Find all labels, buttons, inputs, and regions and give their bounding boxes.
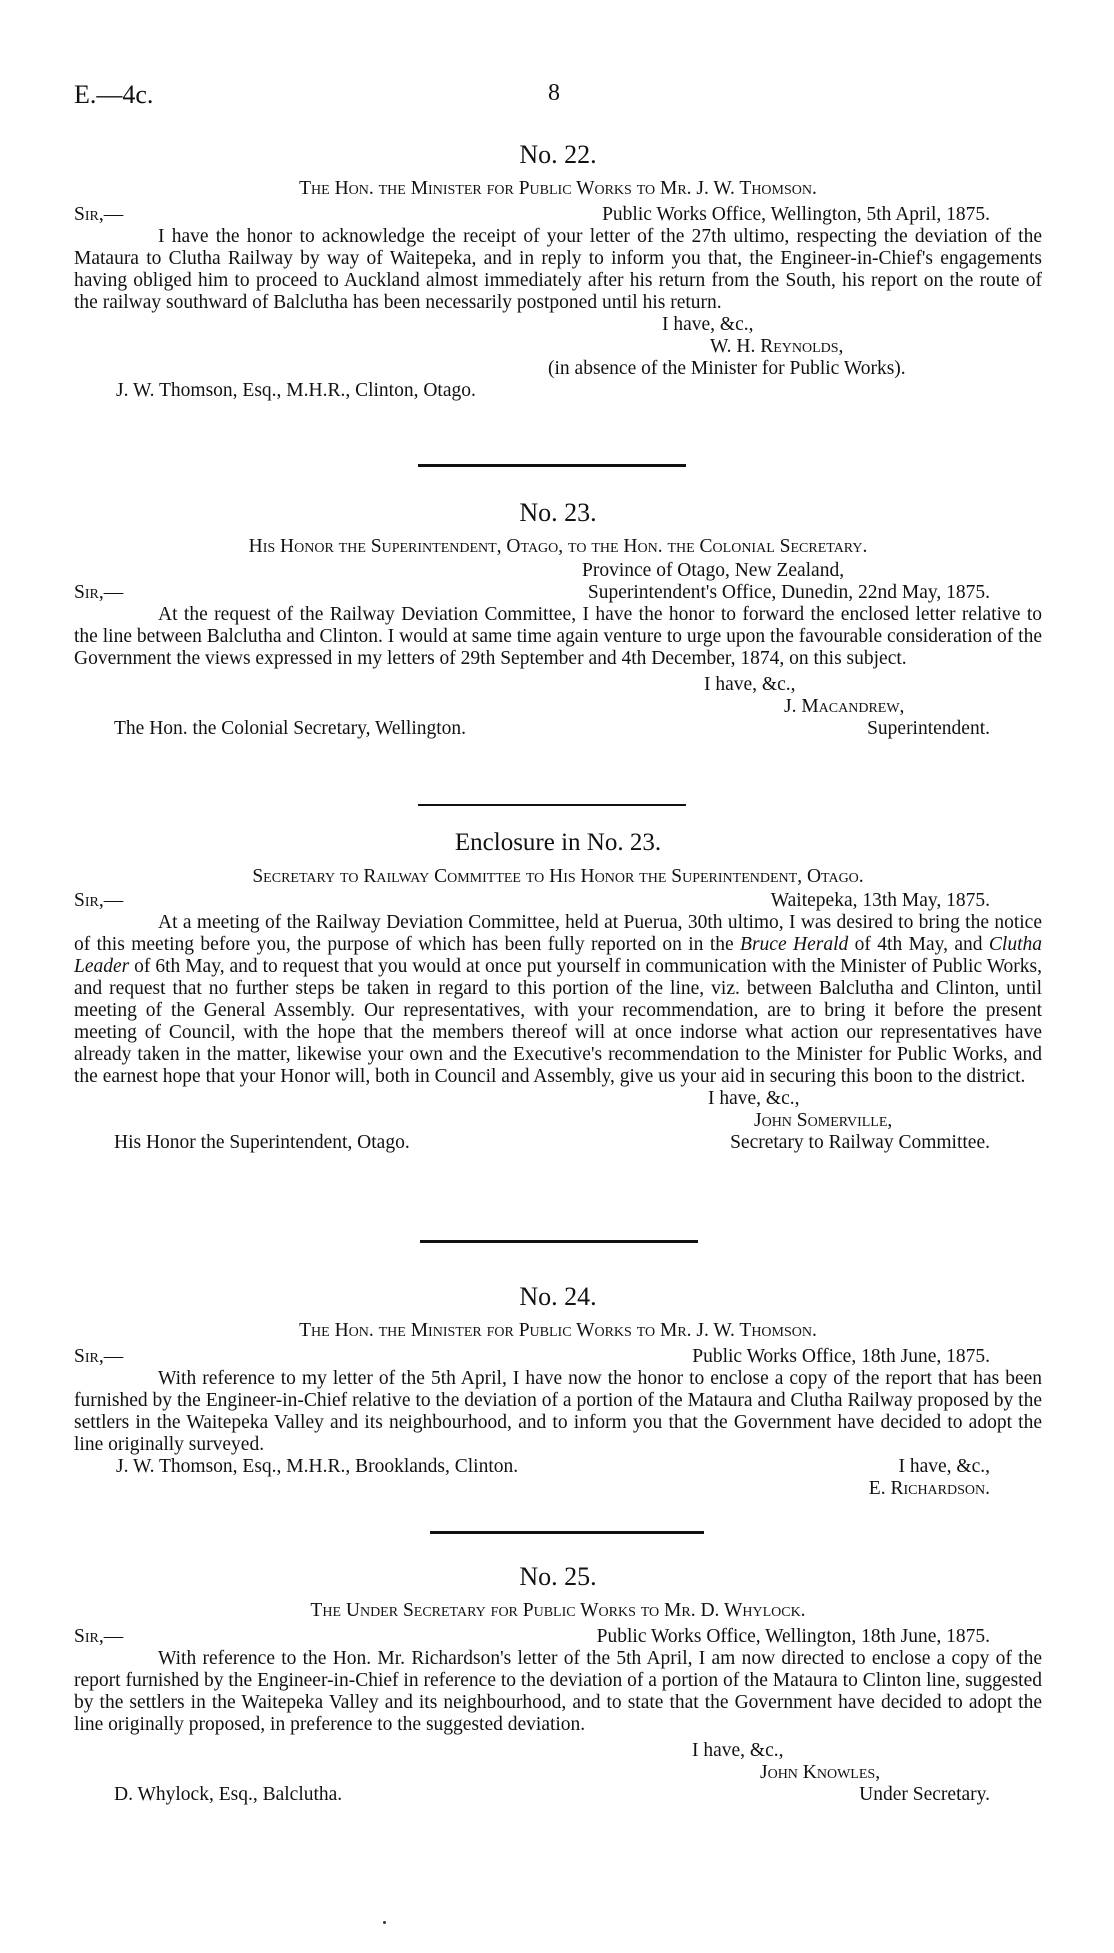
letter-subtitle: The Hon. the Minister for Public Works to Mr. J. W. Thomson. (299, 1320, 817, 1341)
signature: John Knowles, (760, 1762, 881, 1783)
dateline: Waitepeka, 13th May, 1875. (770, 890, 990, 911)
letter-heading: No. 22. (519, 140, 597, 169)
closing: I have, &c., (704, 674, 796, 695)
signatory-title: Under Secretary. (859, 1784, 990, 1805)
dateline-province: Province of Otago, New Zealand, (582, 560, 845, 581)
dateline: Public Works Office, Wellington, 5th April, 1875. (602, 204, 990, 225)
dateline: Public Works Office, Wellington, 18th June, 1875. (596, 1626, 990, 1647)
addressee: J. W. Thomson, Esq., M.H.R., Clinton, Otago. (116, 380, 476, 401)
letter-body: At the request of the Railway Deviation Committee, I have the honor to forward the enclosed letter relative to the line between Balclutha and Clinton. I would at same time again venture to urge upon the favourable consideration of the Government the views expressed in my letters of 29th September and 4th December, 1874, on this subject. (74, 604, 1042, 669)
addressee: D. Whylock, Esq., Balclutha. (114, 1784, 343, 1805)
letter-subtitle: Secretary to Railway Committee to His Honor the Superintendent, Otago. (252, 866, 864, 887)
letter-body: With reference to the Hon. Mr. Richardson's letter of the 5th April, I am now directed to enclose a copy of the report furnished by the Engineer-in-Chief in reference to the deviation of a portion of the Mataura to Clinton line, suggested by the settlers in the Waitepeka Valley and its neighbourhood, and to state that the Government have decided to adopt the line originally proposed, in preference to the suggested deviation. (74, 1648, 1042, 1735)
print-speck (383, 1921, 386, 1924)
salutation: Sir,— (74, 582, 124, 603)
enclosure-no-23 (74, 828, 1042, 1154)
dateline: Public Works Office, 18th June, 1875. (692, 1346, 990, 1367)
letter-body: I have the honor to acknowledge the receipt of your letter of the 27th ultimo, respecting the deviation of the Mataura to Clutha Railway by way of Waitepeka, and in reply to inform you that, the Engineer-in-Chief's engagements having obliged him to proceed to Auckland almost immediately after his return from the South, his report on the route of the railway southward of Balclutha has been necessarily postponed until his return. (74, 226, 1042, 313)
letter-body (74, 912, 1042, 1088)
addressee: His Honor the Superintendent, Otago. (114, 1132, 410, 1153)
letter-subtitle: His Honor the Superintendent, Otago, to the Hon. the Colonial Secretary. (248, 536, 868, 557)
signature: E. Richardson. (868, 1478, 990, 1499)
letter-no-22 (74, 140, 1042, 402)
body-text: of 6th May, and to request that you would at once put yourself in communication with the Minister of Public Works, and request that no further steps be taken in regard to this portion of the line, viz. between Balclutha and Clinton, until meeting of the General Assembly. Our representatives, with your recommendation, are to bring it before the present meeting of Council, with the hope that the members thereof will at once indorse what action our representatives have already taken in the matter, likewise your own and the Executive's recommendation to the Minister for Public Works, and the earnest hope that your Honor will, both in Council and Assembly, give us your aid in securing this boon to the district. (74, 956, 1042, 1087)
signature: J. Macandrew, (784, 696, 905, 717)
page-number: 8 (548, 80, 560, 106)
section-divider (420, 1240, 698, 1243)
addressee: The Hon. the Colonial Secretary, Wellington. (114, 718, 467, 739)
letter-heading: Enclosure in No. 23. (454, 829, 662, 856)
letter-no-24 (74, 1282, 1042, 1500)
salutation: Sir,— (74, 204, 124, 225)
signature-note: (in absence of the Minister for Public Works). (548, 358, 906, 379)
salutation: Sir,— (74, 890, 124, 911)
closing: I have, &c., (662, 314, 754, 335)
salutation: Sir,— (74, 1346, 124, 1367)
closing: I have, &c., (692, 1740, 784, 1761)
closing: I have, &c., (708, 1088, 800, 1109)
section-divider (418, 464, 686, 467)
document-reference: E.—4c. (74, 80, 154, 109)
closing: I have, &c., (898, 1456, 990, 1477)
letter-body: With reference to my letter of the 5th April, I have now the honor to enclose a copy of the report that has been furnished by the Engineer-in-Chief relative to the deviation of a portion of the Mataura and Clutha Railway proposed by the settlers in the Waitepeka Valley and its neighbourhood, and to inform you that the Government have decided to adopt the line originally surveyed. (74, 1368, 1042, 1455)
letter-heading: No. 24. (519, 1282, 597, 1311)
newspaper-title: Bruce Herald (740, 934, 849, 955)
letter-no-25 (74, 1562, 1042, 1806)
signatory-title: Secretary to Railway Committee. (730, 1132, 990, 1153)
section-divider (430, 1531, 704, 1534)
letter-subtitle: The Under Secretary for Public Works to Mr. D. Whylock. (310, 1600, 806, 1621)
letter-heading: No. 23. (519, 498, 597, 527)
section-divider (418, 804, 686, 806)
signatory-title: Superintendent. (867, 718, 990, 739)
body-text: of 4th May, and (848, 934, 989, 955)
salutation: Sir,— (74, 1626, 124, 1647)
letter-no-23 (74, 498, 1042, 740)
signature: W. H. Reynolds, (710, 336, 844, 357)
newspaper-title: Clutha Leader (74, 934, 1042, 977)
addressee: J. W. Thomson, Esq., M.H.R., Brooklands, Clinton. (116, 1456, 519, 1477)
signature: John Somerville, (754, 1110, 893, 1131)
body-text: At a meeting of the Railway Deviation Committee, held at Puerua, 30th ultimo, I was desired to bring the notice of this meeting before you, the purpose of which has been fully reported on in the (74, 912, 1042, 955)
dateline: Superintendent's Office, Dunedin, 22nd May, 1875. (587, 582, 990, 603)
letter-heading: No. 25. (519, 1562, 597, 1591)
letter-subtitle: The Hon. the Minister for Public Works to Mr. J. W. Thomson. (299, 178, 817, 199)
